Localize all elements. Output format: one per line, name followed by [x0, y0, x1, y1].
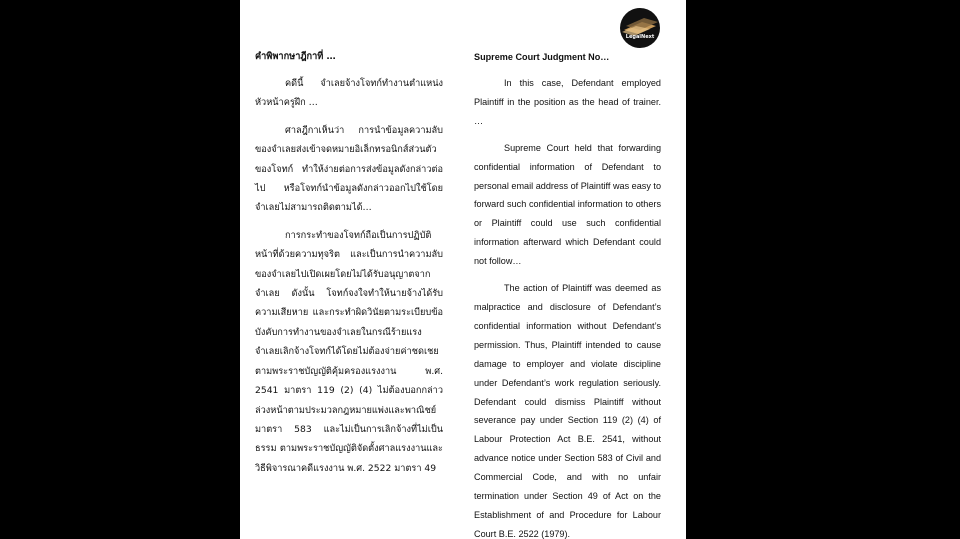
thai-column	[255, 48, 443, 486]
english-paragraph: Supreme Court held that forwarding confidential information of Defendant to personal email address of Plaintiff was easy to forward such confidential information to others or Plaintiff could use such confidential information afterward which Defendant could not follow…	[474, 142, 661, 267]
thai-paragraph: การกระทำของโจทก์ถือเป็นการปฏิบัติหน้าที่ด้วยความทุจริต และเป็นการนำความลับของจำเลยไปเปิดเผยโดยไม่ได้รับอนุญาตจากจำเลย ดังนั้น โจทก์จงใจทำให้นายจ้างได้รับความเสียหาย และกระทำผิดวินัยตามระเบียบข้อบังคับการทำงานของจำเลยในกรณีร้ายแรง จำเลยเลิกจ้างโจทก์ได้โดยไม่ต้องจ่ายค่าชดเชย ตามพระราชบัญญัติคุ้มครองแรงงาน พ.ศ. 2541 มาตรา 119 (2) (4) ไม่ต้องบอกกล่าวล่วงหน้าตามประมวลกฎหมายแพ่งและพาณิชย์ มาตรา 583 และไม่เป็นการเลิกจ้างที่ไม่เป็นธรรม ตามพระราชบัญญัติจัดตั้งศาลแรงงานและวิธีพิจารณาคดีแรงงาน พ.ศ. 2522 มาตรา 49	[255, 229, 443, 474]
thai-paragraph: คดีนี้ จำเลยจ้างโจทก์ทำงานตำแหน่งหัวหน้าครูฝึก …	[255, 78, 443, 109]
logo-text: LegalNext	[625, 34, 655, 40]
english-paragraph: The action of Plaintiff was deemed as malpractice and disclosure of Defendant’s confidential information without Defendant’s permission. Thus, Plaintiff intended to cause damage to employer and violate discipline under Defendant’s work regulation seriously. Defendant could dismiss Plaintiff without severance pay under Section 119 (2) (4) of Labour Protection Act B.E. 2541, without advance notice under Section 583 of Civil and Commercial Code, and with no unfair termination under Section 49 of Act on the Establishment of and Procedure for Labour Court B.E. 2522 (1979).	[474, 283, 661, 539]
logo-mark-icon	[620, 8, 660, 48]
thai-heading: คำพิพากษาฎีกาที่ …	[255, 51, 336, 62]
english-heading: Supreme Court Judgment No…	[474, 52, 610, 62]
english-column	[474, 48, 661, 539]
document-page	[240, 0, 686, 539]
thai-paragraph: ศาลฎีกาเห็นว่า การนำข้อมูลความลับของจำเลยส่งเข้าจดหมายอิเล็กทรอนิกส์ส่วนตัวของโจทก์ ทำให้ง่ายต่อการส่งข้อมูลดังกล่าวต่อไป หรือโจทก์นำข้อมูลดังกล่าวออกไปใช้โดยจำเลยไม่สามารถติดตามได้…	[255, 124, 443, 214]
english-paragraph: In this case, Defendant employed Plaintiff in the position as the head of trainer. …	[474, 78, 661, 126]
legalnext-logo	[620, 8, 660, 48]
